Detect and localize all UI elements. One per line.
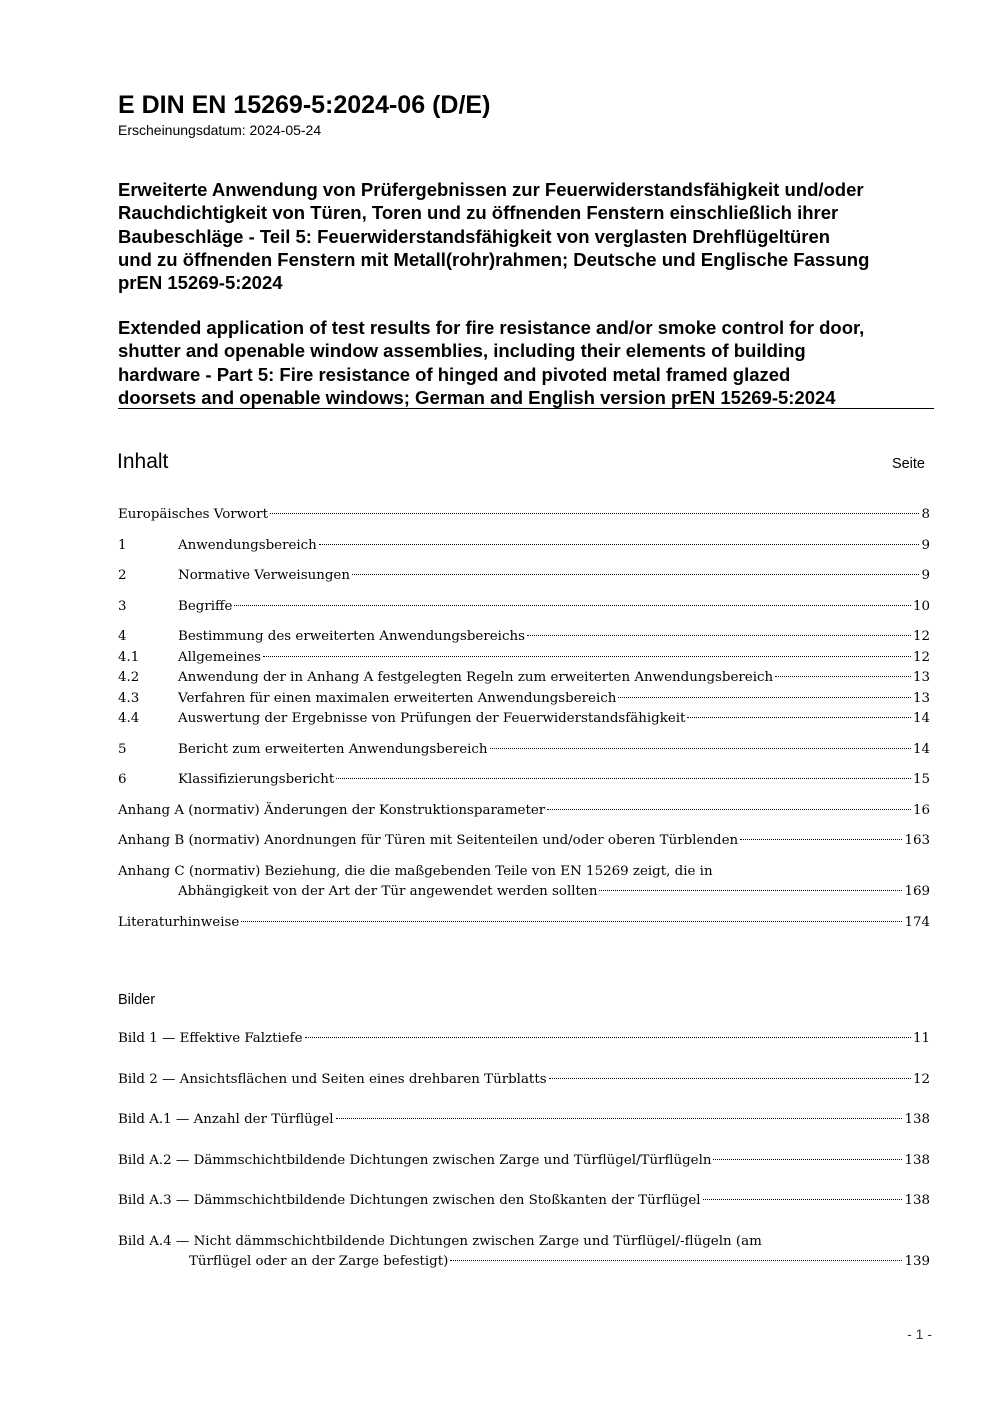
figure-entry-title: Bild A.2 — Dämmschichtbildende Dichtungen zwischen Zarge und Türflügel/Türflügeln	[118, 1153, 712, 1168]
figure-entry-page: 138	[904, 1153, 930, 1168]
figure-entry[interactable]	[118, 1070, 930, 1090]
toc-entry-title: Anhang A (normativ) Änderungen der Konstruktionsparameter	[118, 803, 546, 818]
toc-entry-number: 4.2	[118, 670, 140, 685]
title-divider	[118, 408, 934, 409]
toc-leader	[599, 890, 902, 891]
toc-entry-title: Auswertung der Ergebnisse von Prüfungen der Feuerwiderstandsfähigkeit	[178, 711, 686, 726]
toc-leader	[618, 697, 911, 698]
toc-entry-title: Begriffe	[178, 599, 233, 614]
toc-leader	[703, 1199, 903, 1200]
title-line: doorsets and openable windows; German and English version prEN 15269-5:2024	[118, 386, 836, 408]
toc-leader	[547, 809, 911, 810]
toc-entry-page: 10	[912, 599, 930, 614]
figures-heading: Bilder	[118, 992, 156, 1008]
toc-entry-bibliography[interactable]	[118, 913, 930, 933]
toc-entry-page: 12	[912, 629, 930, 644]
toc-entry-number: 1	[118, 538, 127, 553]
figure-entry-line1[interactable]: Bild A.4 — Nicht dämmschichtbildende Dichtungen zwischen Zarge und Türflügel/-flügeln (am	[118, 1234, 762, 1249]
toc-leader	[549, 1078, 911, 1079]
toc-entry-number: 6	[118, 772, 127, 787]
toc-entry-number: 4	[118, 629, 127, 644]
toc-entry-number: 5	[118, 742, 127, 757]
figure-entry-title: Bild 2 — Ansichtsflächen und Seiten eines drehbaren Türblatts	[118, 1072, 547, 1087]
toc-entry[interactable]	[118, 505, 930, 525]
toc-entry-page: 169	[904, 884, 930, 899]
toc-page-heading: Seite	[891, 456, 925, 472]
title-line: shutter and openable window assemblies, including their elements of building	[118, 340, 806, 362]
figure-entry[interactable]	[118, 1110, 930, 1130]
toc-entry-title: Europäisches Vorwort	[118, 507, 268, 522]
toc-entry[interactable]	[118, 740, 930, 760]
toc-leader	[336, 778, 911, 779]
toc-entry-page: 8	[921, 507, 930, 522]
toc-leader	[319, 544, 920, 545]
figure-entry-page: 138	[904, 1193, 930, 1208]
title-line: und zu öffnenden Fenstern mit Metall(rohr)rahmen; Deutsche und Englische Fassung	[118, 248, 870, 270]
figure-entry-page: 11	[912, 1031, 930, 1046]
toc-leader	[775, 676, 911, 677]
toc-entry-page: 14	[912, 742, 930, 757]
toc-entry[interactable]	[118, 648, 930, 668]
toc-leader	[687, 717, 911, 718]
toc-leader	[740, 839, 902, 840]
toc-entry-title: Anwendungsbereich	[178, 538, 317, 553]
toc-entry-title: Abhängigkeit von der Art der Tür angewendet werden sollten	[178, 884, 598, 899]
toc-entry[interactable]	[118, 689, 930, 709]
toc-leader	[450, 1260, 902, 1261]
toc-leader	[352, 574, 920, 575]
toc-entry-annex-b[interactable]	[118, 831, 930, 851]
toc-leader	[270, 513, 920, 514]
toc-entry[interactable]	[118, 668, 930, 688]
publication-date: Erscheinungsdatum: 2024-05-24	[118, 122, 322, 138]
toc-entry-number: 3	[118, 599, 127, 614]
title-line: Extended application of test results for fire resistance and/or smoke control for door,	[118, 317, 865, 338]
toc-entry-title: Normative Verweisungen	[178, 568, 350, 583]
figure-entry-title: Bild A.3 — Dämmschichtbildende Dichtungen zwischen den Stoßkanten der Türflügel	[118, 1193, 701, 1208]
figure-entry-page: 139	[904, 1254, 930, 1269]
toc-leader	[713, 1159, 902, 1160]
toc-leader	[527, 635, 911, 636]
toc-entry-annex-a[interactable]	[118, 801, 930, 821]
figure-entry[interactable]	[118, 1029, 930, 1049]
toc-leader	[234, 605, 910, 606]
figure-entry[interactable]	[118, 1151, 930, 1171]
toc-entry[interactable]	[118, 627, 930, 647]
toc-entry-title: Anwendung der in Anhang A festgelegten Regeln zum erweiterten Anwendungsbereich	[178, 670, 774, 685]
figure-entry-title: Bild 1 — Effektive Falztiefe	[118, 1031, 303, 1046]
toc-entry-title: Allgemeines	[178, 650, 262, 665]
toc-entry-number: 4.3	[118, 691, 140, 706]
toc-entry-title: Anhang B (normativ) Anordnungen für Türen mit Seitenteilen und/oder oberen Türblenden	[118, 833, 739, 848]
toc-entry-number: 2	[118, 568, 127, 583]
toc-entry-title: Klassifizierungsbericht	[178, 772, 335, 787]
toc-entry-page: 14	[912, 711, 930, 726]
toc-entry-title: Bestimmung des erweiterten Anwendungsbereichs	[178, 629, 525, 644]
toc-entry-page: 16	[912, 803, 930, 818]
document-id: E DIN EN 15269-5:2024-06 (D/E)	[118, 91, 491, 119]
figure-entry[interactable]	[118, 1191, 930, 1211]
toc-entry[interactable]	[118, 566, 930, 586]
toc-entry[interactable]	[118, 597, 930, 617]
toc-leader	[336, 1118, 903, 1119]
title-line: Baubeschläge - Teil 5: Feuerwiderstandsfähigkeit von verglasten Drehflügeltüren	[118, 225, 831, 247]
figure-entry-page: 138	[904, 1112, 930, 1127]
toc-entry[interactable]	[118, 770, 930, 790]
toc-entry-page: 12	[912, 650, 930, 665]
toc-entry[interactable]	[118, 709, 930, 729]
toc-entry-page: 9	[921, 568, 930, 583]
toc-entry-page: 13	[912, 670, 930, 685]
title-english	[118, 316, 948, 409]
toc-entry-title: Literaturhinweise	[118, 915, 240, 930]
toc-leader	[263, 656, 911, 657]
toc-entry-annex-c[interactable]	[118, 882, 930, 902]
toc-leader	[305, 1037, 911, 1038]
page-number: - 1 -	[907, 1326, 932, 1342]
toc-entry-title: Bericht zum erweiterten Anwendungsbereich	[178, 742, 488, 757]
title-german	[118, 178, 948, 294]
toc-leader	[241, 921, 902, 922]
toc-entry-page: 13	[912, 691, 930, 706]
figure-entry[interactable]	[118, 1252, 930, 1272]
title-line: Erweiterte Anwendung von Prüfergebnissen zur Feuerwiderstandsfähigkeit und/oder	[118, 179, 864, 200]
title-line: prEN 15269-5:2024	[118, 272, 283, 294]
toc-entry-number: 4.1	[118, 650, 140, 665]
toc-entry-number: 4.4	[118, 711, 140, 726]
toc-entry[interactable]	[118, 536, 930, 556]
title-line: Rauchdichtigkeit von Türen, Toren und zu öffnenden Fenstern einschließlich ihrer	[118, 202, 839, 224]
toc-entry-page: 9	[921, 538, 930, 553]
title-line: hardware - Part 5: Fire resistance of hinged and pivoted metal framed glazed	[118, 363, 791, 385]
toc-entry-title: Verfahren für einen maximalen erweiterten Anwendungsbereich	[178, 691, 617, 706]
toc-heading: Inhalt	[117, 450, 169, 473]
figure-entry-page: 12	[912, 1072, 930, 1087]
toc-entry-page: 174	[904, 915, 930, 930]
toc-leader	[490, 748, 911, 749]
toc-entry-annex-c-line1[interactable]: Anhang C (normativ) Beziehung, die die maßgebenden Teile von EN 15269 zeigt, die in	[118, 864, 713, 879]
toc-entry-page: 163	[904, 833, 930, 848]
figure-entry-title: Türflügel oder an der Zarge befestigt)	[189, 1254, 449, 1269]
figure-entry-title: Bild A.1 — Anzahl der Türflügel	[118, 1112, 334, 1127]
toc-entry-page: 15	[912, 772, 930, 787]
